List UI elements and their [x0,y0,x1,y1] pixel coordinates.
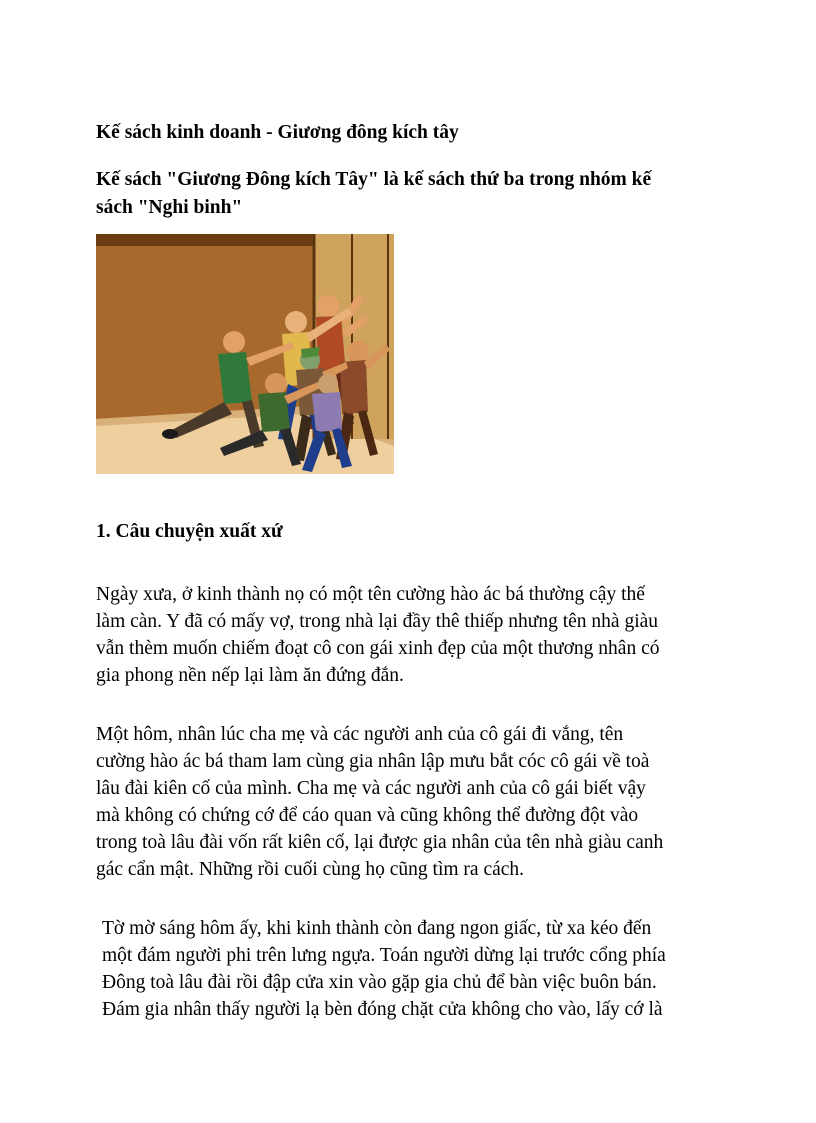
paragraph-line: Ngày xưa, ở kinh thành nọ có một tên cường hào ác bá thường cậy thế [96,584,645,605]
paragraph-line: lâu đài kiên cố của mình. Cha mẹ và các người anh của cô gái biết vậy [96,778,646,799]
story-illustration [96,234,394,474]
paragraph-3 [96,915,726,1023]
paragraph-line: cường hào ác bá tham lam cùng gia nhân lập mưu bắt cóc cô gái về toà [96,751,650,772]
paragraph-line: Đám gia nhân thấy người lạ bèn đóng chặt cửa không cho vào, lấy cớ là [102,999,663,1020]
paragraph-line: làm càn. Y đã có mấy vợ, trong nhà lại đầy thê thiếp nhưng tên nhà giàu [96,611,659,632]
document-page [96,118,726,1023]
subtitle-line: Kế sách "Giương Đông kích Tây" là kế sách thứ ba trong nhóm kế [96,169,652,190]
paragraph-line: trong toà lâu đài vốn rất kiên cố, lại được gia nhân của tên nhà giàu canh [96,832,664,853]
document-subtitle [96,166,726,222]
subtitle-line: sách "Nghi binh" [96,197,243,218]
document-title: Kế sách kinh doanh - Giương đông kích tây [96,122,459,143]
paragraph-2 [96,721,726,883]
paragraph-line: gác cẩn mật. Những rồi cuối cùng họ cũng tìm ra cách. [96,859,525,880]
paragraph-line: mà không có chứng cớ để cáo quan và cũng không thể đường đột vào [96,805,639,826]
paragraph-line: Đông toà lâu đài rồi đập cửa xin vào gặp gia chủ để bàn việc buôn bán. [102,972,657,993]
paragraph-line: gia phong nền nếp lại làm ăn đứng đắn. [96,665,404,686]
section-heading: 1. Câu chuyện xuất xứ [96,521,283,542]
paragraph-line: một đám người phi trên lưng ngựa. Toán người dừng lại trước cổng phía [102,945,666,966]
paragraph-line: Một hôm, nhân lúc cha mẹ và các người anh của cô gái đi vắng, tên [96,724,624,745]
paragraph-line: Tờ mờ sáng hôm ấy, khi kinh thành còn đang ngon giấc, từ xa kéo đến [102,918,652,939]
paragraph-1 [96,581,726,689]
paragraph-line: vẫn thèm muốn chiếm đoạt cô con gái xinh đẹp của một thương nhân có [96,638,660,659]
